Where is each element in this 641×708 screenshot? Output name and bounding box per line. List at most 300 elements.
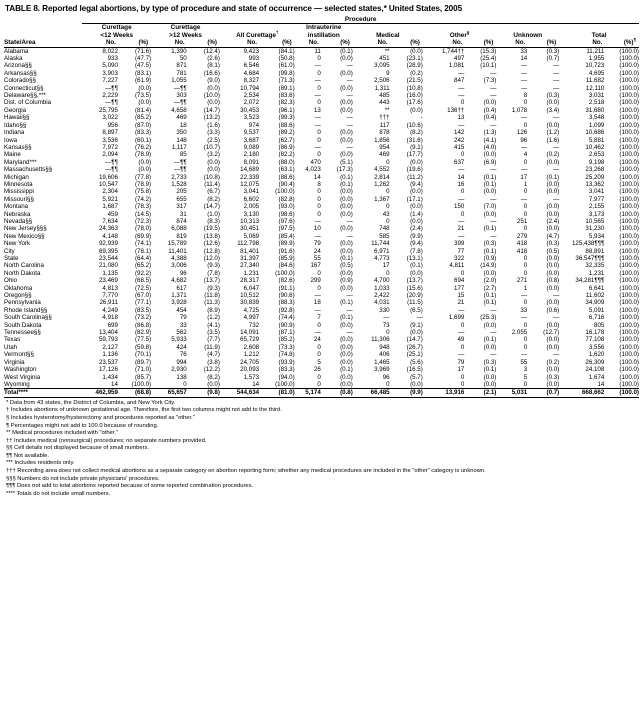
- cell-pct-5: -: [420, 114, 423, 122]
- cell-pct-7: (3.4): [546, 106, 560, 114]
- cell-pct-1: (78.9): [134, 180, 152, 188]
- cell-no-1: 7,972: [102, 143, 118, 151]
- cell-no-6: 15: [457, 292, 465, 300]
- col-pct-8: (%)¶: [623, 37, 636, 47]
- cell-pct-4: (0.0): [340, 210, 353, 218]
- cell-no-8: 14: [597, 380, 605, 388]
- cell-no-3: 4,684: [243, 69, 260, 77]
- cell-no-3: 2,180: [243, 151, 260, 159]
- cell-pct-7: (0.0): [546, 284, 560, 292]
- cell-no-1: 8,897: [102, 129, 118, 137]
- cell-no-5: 6,971: [374, 247, 390, 255]
- table-row: [4, 233, 639, 240]
- cell-no-3: 31,397: [240, 255, 260, 262]
- cell-no-8: 13,362: [585, 180, 605, 188]
- cell-pct-5: (2.4): [410, 225, 423, 233]
- footnote-2: † Includes abortions of unknown gestational age. Therefore, the first two columns might not add to the third.: [6, 407, 282, 414]
- group-other-label: Other§: [449, 29, 470, 39]
- cell-pct-7: (0.7): [546, 55, 560, 63]
- cell-pct-5: (13.1): [406, 255, 423, 262]
- cell-pct-2: (3.8): [207, 358, 220, 366]
- table-row: [4, 255, 639, 262]
- cell-no-5: 0: [386, 203, 390, 211]
- cell-pct-6: (0.0): [483, 188, 497, 196]
- col-pct-6: (%): [483, 39, 494, 47]
- cell-pct-1: (73.5): [134, 92, 152, 100]
- cell-pct-1: (68.5): [134, 277, 152, 285]
- cell-no-7: —: [521, 62, 528, 70]
- cell-no-7: 0: [523, 299, 528, 307]
- cell-pct-8: (100.0): [619, 195, 639, 203]
- cell-no-3: 3,687: [243, 136, 260, 144]
- cell-no-6: 1,744††: [441, 47, 465, 55]
- cell-pct-4: (0.0): [340, 269, 353, 277]
- cell-pct-5: (17.7): [406, 151, 423, 159]
- cell-no-5: 43: [382, 210, 390, 218]
- cell-no-1: 8,022: [102, 47, 118, 55]
- cell-pct-8: (100.0): [619, 292, 639, 300]
- cell-pct-1: (69.9): [134, 232, 152, 240]
- cell-pct-4: (17.3): [336, 166, 353, 174]
- cell-no-1: 4,148: [102, 232, 118, 240]
- cell-pct-7: —: [553, 314, 560, 322]
- cell-pct-1: (65.2): [134, 262, 152, 270]
- cell-pct-6: (2.7): [483, 284, 497, 292]
- cell-pct-2: (9.0): [207, 77, 220, 85]
- cell-pct-4: (0.0): [340, 84, 353, 92]
- cell-no-5: 1,311: [374, 84, 390, 92]
- cell-pct-5: (9.4): [410, 180, 423, 188]
- cell-pct-4: —: [346, 114, 353, 122]
- cell-no-3: 6,047: [243, 284, 260, 292]
- cell-pct-4: (0.0): [340, 321, 353, 329]
- cell-pct-1: (60.1): [134, 136, 152, 144]
- cell-no-4: 0: [317, 69, 321, 77]
- row-state-area: Kansas§§: [4, 143, 32, 151]
- cell-no-4: 14: [313, 173, 321, 181]
- row-state-area: Missouri§§: [4, 195, 34, 203]
- table-row: [4, 196, 639, 203]
- cell-pct-8: (100.0): [619, 336, 639, 344]
- cell-pct-8: (100.0): [619, 299, 639, 307]
- row-state-area: Nevada§§: [4, 217, 33, 225]
- cell-pct-3: (99.8): [278, 69, 295, 77]
- cell-no-4: 11: [314, 47, 321, 55]
- table-row: [4, 374, 639, 381]
- cell-no-4: —: [314, 77, 321, 85]
- cell-pct-5: (9.1): [410, 143, 423, 151]
- col-no-6: No.: [452, 39, 463, 47]
- table-row: [4, 114, 639, 121]
- cell-pct-4: (0.1): [340, 314, 353, 322]
- table-row: [4, 62, 639, 69]
- cell-no-7: 1,078: [511, 106, 528, 114]
- cell-pct-8: (100.0): [619, 217, 639, 225]
- cell-no-5: 469: [379, 151, 390, 159]
- col-no-8: No.: [592, 39, 603, 47]
- cell-pct-7: (1.6): [546, 136, 560, 144]
- cell-pct-6: (1.3): [483, 129, 497, 137]
- cell-pct-4: (0.0): [340, 136, 353, 144]
- cell-no-7: 96: [520, 136, 528, 144]
- table-row: [4, 166, 639, 173]
- cell-no-4: —: [314, 62, 321, 70]
- cell-no-7: 0: [523, 210, 528, 218]
- cell-pct-7: (0.8): [546, 277, 560, 285]
- cell-no-6: —: [458, 166, 465, 174]
- cell-no-5: 2,422: [374, 292, 390, 300]
- cell-no-3: 544,634: [236, 389, 260, 397]
- cell-no-2: —¶¶: [173, 158, 187, 166]
- cell-no-6: 415: [454, 143, 465, 151]
- cell-pct-6: (4.1): [483, 136, 497, 144]
- cell-no-6: 177: [454, 284, 465, 292]
- cell-pct-5: (0.0): [410, 269, 423, 277]
- cell-pct-2: (10.0): [203, 92, 220, 100]
- cell-no-3: 1,231: [243, 269, 260, 277]
- col-pct-3: (%): [282, 39, 292, 47]
- cell-pct-7: (0.2): [546, 151, 560, 159]
- cell-no-8: 36,547¶¶¶: [575, 255, 605, 262]
- cell-no-2: —¶¶: [173, 99, 187, 107]
- cell-pct-7: —: [553, 62, 560, 70]
- cell-pct-4: —: [346, 232, 353, 240]
- cell-pct-6: (0.0): [483, 380, 497, 388]
- footnote-13: **** Totals do not include small numbers.: [6, 490, 111, 497]
- cell-no-8: 805: [594, 321, 605, 329]
- cell-pct-1: (74.2): [134, 195, 152, 203]
- cell-no-5: 954: [379, 143, 390, 151]
- cell-no-3: 10,313: [240, 217, 260, 225]
- row-state-area: Wyoming: [4, 380, 30, 388]
- cell-no-7: 0: [523, 336, 528, 344]
- cell-no-1: 26,911: [99, 299, 118, 307]
- cell-no-1: 23,537: [98, 358, 118, 366]
- cell-pct-6: (4.0): [483, 143, 497, 151]
- cell-pct-7: (12.7): [543, 329, 560, 337]
- row-state-area: Maryland***: [4, 158, 37, 166]
- cell-no-8: 26,309: [585, 358, 605, 366]
- cell-pct-7: (4.7): [546, 232, 560, 240]
- row-state-area: South Carolina§§: [4, 314, 52, 322]
- cell-pct-3: (85.4): [278, 232, 295, 240]
- cell-pct-1: (85.2): [134, 114, 152, 122]
- row-state-area: Pennsylvania: [4, 299, 41, 307]
- cell-no-7: 418: [516, 247, 528, 255]
- cell-no-1: 23,469: [98, 277, 118, 285]
- cell-pct-1: (77.1): [134, 299, 152, 307]
- group-intrauterine-line2: instillation: [307, 31, 340, 39]
- cell-no-3: 2,005: [243, 203, 260, 211]
- cell-no-2: 655: [176, 195, 187, 203]
- cell-no-8: 1,099: [588, 121, 605, 129]
- cell-pct-4: (0.0): [340, 129, 353, 137]
- cell-no-4: 470: [310, 158, 321, 166]
- cell-no-4: —: [314, 232, 321, 240]
- cell-pct-3: (100.0): [275, 269, 295, 277]
- cell-no-1: 59,793: [98, 336, 118, 344]
- cell-pct-3: (97.6): [278, 217, 295, 225]
- cell-no-7: 14: [520, 55, 528, 63]
- cell-no-6: 17: [457, 366, 465, 374]
- cell-pct-2: (0.0): [207, 380, 220, 388]
- cell-pct-8: (100.0): [619, 55, 639, 63]
- cell-pct-3: (88.6): [278, 121, 295, 129]
- cell-no-1: 21,080: [98, 262, 118, 270]
- cell-no-8: 16,178: [585, 329, 605, 337]
- cell-no-5: 585: [379, 232, 390, 240]
- cell-no-3: 22,339: [240, 173, 260, 181]
- cell-pct-5: (21.5): [406, 77, 423, 85]
- cell-pct-1: (82.9): [134, 329, 152, 337]
- cell-pct-7: (0.0): [546, 269, 560, 277]
- cell-no-3: 28,317: [240, 277, 260, 285]
- cell-no-8: 3,556: [588, 343, 605, 351]
- cell-pct-6: (0.1): [483, 299, 497, 307]
- cell-pct-2: (0.0): [207, 166, 220, 174]
- cell-pct-5: (9.1): [410, 321, 423, 329]
- cell-no-5: 4,773: [374, 255, 390, 262]
- cell-no-8: 77,108: [585, 336, 605, 344]
- cell-no-8: 9,198: [588, 158, 605, 166]
- row-state-area: Texas: [4, 336, 21, 344]
- cell-no-8: 10,723: [585, 62, 605, 70]
- cell-pct-7: (0.3): [546, 47, 560, 55]
- cell-pct-5: (0.1): [410, 262, 423, 270]
- cell-no-6: 0: [460, 373, 465, 381]
- cell-pct-4: —: [346, 62, 353, 70]
- cell-pct-8: (100.0): [619, 188, 639, 196]
- cell-no-4: 24: [313, 336, 321, 344]
- cell-no-3: 3,130: [243, 210, 260, 218]
- cell-pct-5: (5.6): [410, 358, 423, 366]
- cell-pct-2: (8.2): [207, 373, 220, 381]
- row-state-area: Alabama: [4, 47, 29, 55]
- cell-pct-1: (59.8): [134, 343, 152, 351]
- cell-pct-1: (14.5): [134, 210, 152, 218]
- cell-no-1: 7,227: [102, 77, 118, 85]
- table-row: [4, 285, 639, 292]
- cell-no-2: 6,088: [171, 225, 187, 233]
- cell-pct-2: (9.3): [207, 262, 220, 270]
- spacer-cell2: [4, 24, 82, 32]
- cell-no-8: 11,602: [585, 292, 605, 300]
- cell-no-5: 1,262: [374, 180, 390, 188]
- cell-pct-3: (100.0): [275, 188, 295, 196]
- cell-pct-1: (72.5): [134, 284, 152, 292]
- cell-no-8: 24,108: [585, 366, 605, 374]
- row-state-area: South Dakota: [4, 321, 42, 329]
- cell-no-2: 454: [176, 306, 187, 314]
- cell-no-2: 11,401: [168, 247, 187, 255]
- cell-no-1: 1,434: [102, 373, 118, 381]
- row-state-area: Montana: [4, 203, 29, 211]
- procedure-header: Procedure: [82, 16, 639, 24]
- row-state-area: Iowa: [4, 136, 18, 144]
- cell-pct-8: (100.0): [619, 180, 639, 188]
- cell-no-7: 5: [523, 373, 528, 381]
- cell-pct-8: (100.0): [619, 158, 639, 166]
- cell-no-6: —: [458, 351, 465, 359]
- cell-pct-6: (0.0): [483, 373, 497, 381]
- cell-no-2: 5,933: [171, 336, 187, 344]
- col-pct-2: (%): [207, 39, 217, 47]
- col-no-7: No.: [515, 39, 526, 47]
- cell-pct-8: (100.0): [619, 232, 639, 240]
- cell-no-2: 1,117: [171, 143, 187, 151]
- cell-pct-2: (10.8): [203, 173, 220, 181]
- cell-pct-4: (0.0): [340, 203, 353, 211]
- cell-pct-2: (0.0): [207, 99, 220, 107]
- cell-no-6: —: [458, 195, 465, 203]
- cell-pct-6: (0.1): [483, 173, 497, 181]
- table-row: [4, 151, 639, 158]
- cell-no-4: 0: [317, 99, 321, 107]
- cell-pct-4: —: [346, 77, 353, 85]
- cell-no-4: 0: [317, 84, 321, 92]
- cell-no-1: —¶¶: [105, 158, 118, 166]
- cell-no-8: 7,977: [588, 195, 605, 203]
- cell-no-3: 24,705: [240, 358, 260, 366]
- cell-no-4: 0: [317, 136, 321, 144]
- group-curettage-lt12-line2: <12 Weeks: [100, 31, 134, 39]
- cell-pct-7: (0.3): [546, 373, 560, 381]
- cell-pct-5: (7.8): [410, 247, 423, 255]
- table-row: [4, 144, 639, 151]
- cell-no-5: 96: [382, 373, 390, 381]
- cell-pct-5: (28.9): [406, 62, 423, 70]
- cell-pct-6: (0.3): [483, 358, 497, 366]
- cell-pct-6: (0.0): [483, 210, 497, 218]
- col-state-area: State/Area: [4, 39, 36, 47]
- cell-pct-1: (68.8): [134, 389, 152, 397]
- cell-no-8: 6,716: [588, 314, 605, 322]
- cell-no-5: †††: [379, 114, 390, 122]
- cell-no-7: 55: [520, 358, 528, 366]
- cell-pct-4: (0.1): [340, 366, 353, 374]
- cell-no-8: 2,653: [588, 151, 605, 159]
- cell-no-6: 0: [460, 269, 465, 277]
- cell-pct-6: —: [490, 69, 497, 77]
- cell-no-8: 3,173: [588, 210, 605, 218]
- cell-pct-8: (100.0): [619, 262, 639, 270]
- footnote-3: § Includes hysterotomy/hysterectomy and procedures reported as "other.": [6, 414, 195, 421]
- cell-pct-4: (0.5): [340, 262, 353, 270]
- cell-pct-3: (93.0): [278, 203, 295, 211]
- cell-pct-8: (100.0): [619, 225, 639, 233]
- group-all-curettage-label: All Curettage†: [236, 29, 279, 39]
- cell-pct-2: (11.4): [204, 180, 220, 188]
- cell-no-6: 16: [457, 180, 465, 188]
- cell-pct-6: (7.0): [483, 203, 497, 211]
- row-state-area: Total****: [4, 389, 28, 397]
- cell-no-7: 1: [523, 180, 528, 188]
- cell-pct-7: (0.7): [546, 389, 560, 397]
- cell-no-6: 77: [457, 247, 465, 255]
- cell-no-6: —: [458, 329, 465, 337]
- row-state-area: Oklahoma: [4, 284, 33, 292]
- cell-pct-5: (0.2): [410, 69, 423, 77]
- cell-pct-4: —: [346, 143, 353, 151]
- row-state-area: Ohio: [4, 277, 18, 285]
- cell-pct-3: (89.1): [278, 84, 295, 92]
- cell-pct-1: (74.1): [134, 240, 152, 248]
- cell-no-2: 0: [183, 380, 187, 388]
- cell-pct-8: (100.0): [619, 84, 639, 92]
- cell-pct-7: (0.3): [546, 92, 560, 100]
- cell-no-1: 7,634: [102, 217, 118, 225]
- cell-no-5: 17: [382, 262, 390, 270]
- cell-pct-2: (9.8): [207, 389, 220, 397]
- cell-no-3: 10,794: [240, 84, 260, 92]
- cell-no-5: —: [383, 314, 390, 322]
- cell-no-4: —: [314, 121, 321, 129]
- group-unknown-label: Unknown: [513, 31, 543, 39]
- cell-no-6: 399: [454, 240, 465, 248]
- cell-no-4: 26: [313, 366, 321, 374]
- cell-pct-4: (0.0): [340, 247, 353, 255]
- table-row: [4, 351, 639, 358]
- cell-no-4: 7: [317, 314, 321, 322]
- cell-no-7: 279: [516, 232, 528, 240]
- cell-pct-1: (78.9): [134, 151, 152, 159]
- row-state-area: Maine: [4, 151, 21, 159]
- cell-pct-7: —: [553, 69, 560, 77]
- cell-pct-6: (0.1): [483, 292, 497, 300]
- cell-no-8: 12,110: [585, 84, 605, 92]
- cell-no-8: 5,091: [588, 306, 605, 314]
- cell-no-3: 1,573: [243, 373, 260, 381]
- cell-pct-7: (0.0): [546, 225, 560, 233]
- cell-pct-7: (0.0): [546, 321, 560, 329]
- cell-no-7: 418: [516, 240, 528, 248]
- cell-pct-5: (16.0): [406, 92, 423, 100]
- cell-pct-3: (84.6): [278, 262, 295, 270]
- row-state-area: Oregon§§: [4, 292, 32, 300]
- cell-pct-4: —: [346, 92, 353, 100]
- cell-no-6: 322: [454, 255, 465, 262]
- cell-pct-3: (92.8): [278, 306, 295, 314]
- cell-no-4: 0: [317, 380, 321, 388]
- cell-pct-2: (12.8): [203, 247, 220, 255]
- cell-no-3: 3,523: [243, 114, 260, 122]
- table-row: [4, 218, 639, 225]
- cell-no-7: 0: [523, 262, 528, 270]
- cell-pct-4: (0.1): [340, 299, 353, 307]
- cell-pct-6: (0.4): [483, 106, 497, 114]
- cell-no-3: 8,327: [243, 77, 260, 85]
- cell-pct-1: (73.2): [134, 314, 152, 322]
- cell-no-3: 14: [252, 380, 260, 388]
- cell-pct-5: (26.7): [406, 343, 423, 351]
- cell-pct-3: (86.9): [278, 143, 295, 151]
- cell-no-7: 0: [523, 269, 528, 277]
- cell-no-5: 1,856: [374, 136, 390, 144]
- row-state-area: Minnesota: [4, 180, 33, 188]
- cell-no-2: 79: [179, 314, 187, 322]
- cell-no-1: 459: [107, 210, 118, 218]
- cell-pct-5: (0.0): [410, 106, 423, 114]
- cell-pct-1: (72.3): [134, 217, 152, 225]
- cell-no-6: 694: [454, 277, 465, 285]
- cell-pct-2: (8.2): [207, 195, 220, 203]
- row-state-area: West Virginia: [4, 373, 41, 381]
- cell-no-2: 18: [179, 121, 187, 129]
- table-row: [4, 307, 639, 314]
- cell-pct-2: (10.7): [203, 143, 220, 151]
- cell-pct-1: (75.8): [134, 188, 152, 196]
- cell-pct-7: —: [553, 143, 560, 151]
